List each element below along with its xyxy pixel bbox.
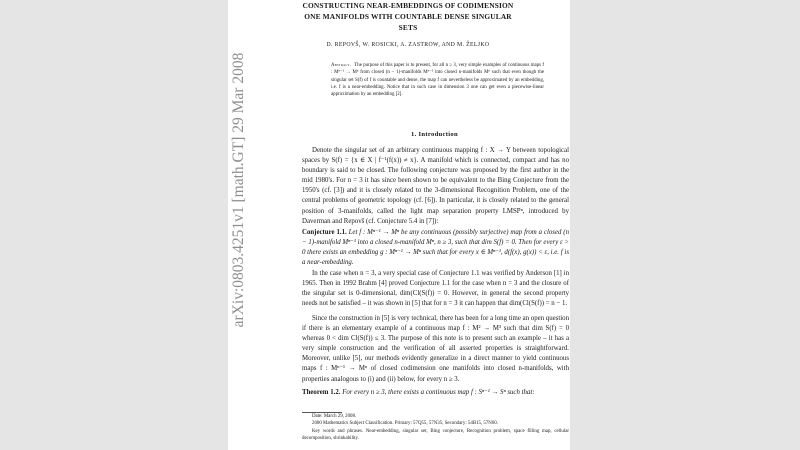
section-title-introduction: 1. Introduction xyxy=(411,131,458,138)
paragraph-anderson-brahm: In the case when n = 3, a very special case of Conjecture 1.1 was verified by Anderson [1] in 1965. Then in 1992 Brahm [4] proved Conjecture 1.1 for the case when n = 3 and the closure of the singular set is 0-dimensional, dim(Cl(S(f)) = 0. However, in general the second property needs not be satisfied – it was shown in [5] that for n = 3 it can happen that dim(Cl(S(f)) = n − 1. xyxy=(302,270,569,308)
abstract-label: Abstract. xyxy=(331,63,352,68)
abstract-text: The purpose of this paper is to present, for all n ≥ 3, very simple examples of continuous maps f : Mⁿ⁻¹ → Mⁿ from closed (n − 1)-manifolds Mⁿ⁻¹ into closed n-manifolds Mⁿ such that even though the singular set S(f) of f is countable and dense, the map f can nevertheless be approximated by an embedding, i.e. f is a near-embedding. Notice that in such case in dimension 3 one can get even a piecewise-linear approximation by an embedding [2]. xyxy=(331,63,544,97)
paper-title xyxy=(255,0,561,33)
footnotes xyxy=(302,413,569,443)
title-line-2: ONE MANIFOLDS WITH COUNTABLE DENSE SINGULAR xyxy=(304,12,512,21)
footnote-keywords: Key words and phrases. Near-embedding, singular set, Bing conjecture, Recognition problem, space filling map, cellular decomposition, shrinkability. xyxy=(302,428,569,442)
arxiv-identifier-stamp xyxy=(226,52,250,328)
title-line-3: SETS xyxy=(398,23,418,32)
paragraph-construction: Since the construction in [5] is very technical, there has been for a long time an open question if there is an elementary example of a continuous map f : M² → M³ such that dim S(f) = 0 whereas 0 < dim Cl(S(f)) ≤ 3. The purpose of this note is to present such an example – it has a very simple construction and the verification of all asserted properties is straightforward. Moreover, unlike [5], our methods evidently generalize in a direct manner to yield continuous maps f : Mⁿ⁻¹ → Mⁿ of closed codimension one manifolds into closed n-manifolds, with properties analogous to (i) and (ii) below, for every n ≥ 3. xyxy=(302,315,569,383)
intro-paragraph: Denote the singular set of an arbitrary continuous mapping f : X → Y between topological spaces by S(f) = {x ∈ X | f⁻¹(f(x)) ≠ x}. A manifold which is connected, compact and has no boundary is said to be closed. The following conjecture was proposed by the first author in the mid 1980's. For n = 3 it has since been shown to be equivalent to the Bing Conjecture from the 1950's (cf. [3]) and it is closely related to the 3-dimensional Recognition Problem, one of the central problems of geometric topology (cf. [6]). In particular, it is closely related to the general position of 3-manifolds, called the light map separation property LMSPⁿ, introduced by Daverman and Repovš (cf. Conjecture 5.4 in [7]): xyxy=(302,147,569,225)
title-line-1: CONSTRUCTING NEAR-EMBEDDINGS OF CODIMENSION xyxy=(302,1,514,10)
conjecture-label: Conjecture 1.1. xyxy=(302,229,347,236)
theorem-label: Theorem 1.2. xyxy=(302,389,341,396)
paper-authors: D. REPOVŠ, W. ROSICKI, A. ZASTROW, AND M. ŽELJKO xyxy=(326,42,490,48)
abstract xyxy=(331,62,544,98)
arxiv-stamp-text: arXiv:0803.4251v1 [math.GT] 29 Mar 2008 xyxy=(230,52,247,328)
theorem-text: For every n ≥ 3, there exists a continuous map f : Sⁿ⁻¹ → Sⁿ such that: xyxy=(342,389,535,396)
conjecture-block xyxy=(302,228,569,268)
conjecture-text: Let f : Mⁿ⁻¹ → Mⁿ be any continuous (possibly surjective) map from a closed (n − 1)-manifold Mⁿ⁻¹ into a closed n-manifold Mⁿ, n ≥ 3, such that dim S(f) = 0. Then for every ε > 0 there exists an embedding g : Mⁿ⁻¹ → Mⁿ such that for every x ∈ Mⁿ⁻¹, d(f(x), g(x)) < ε, i.e. f is a near-embedding. xyxy=(302,229,569,267)
theorem-block xyxy=(302,388,569,398)
footnote-msc: 2000 Mathematics Subject Classification. Primary: 57Q55, 57N35; Secondary: 54B15, 57N60. xyxy=(312,421,498,427)
footnote-date: Date: March 29, 2008. xyxy=(312,414,357,419)
